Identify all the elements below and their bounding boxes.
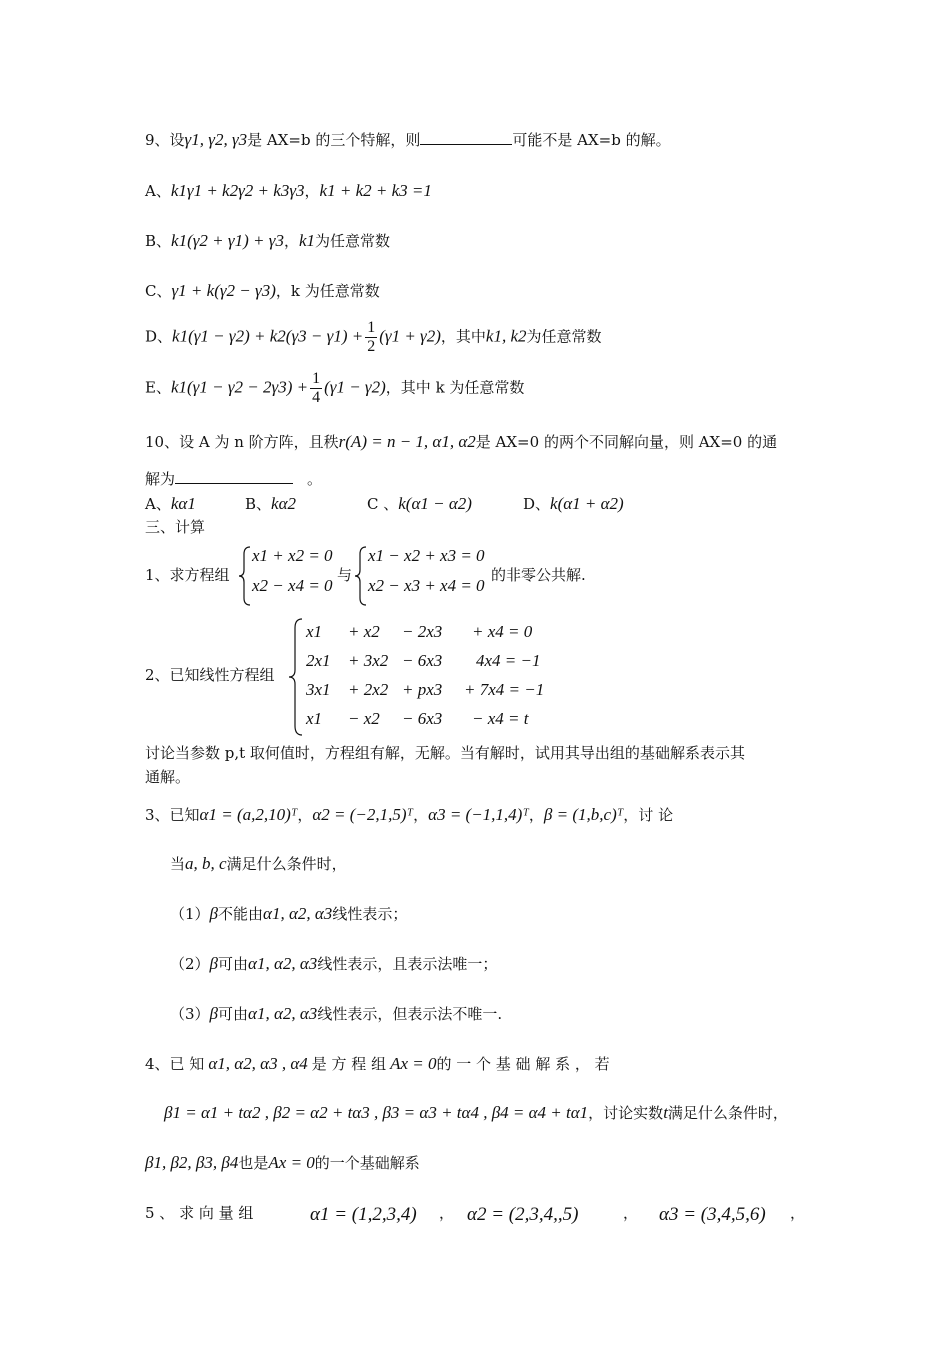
option-expr: γ1 + k(γ2 − γ3): [171, 281, 276, 300]
alphas: α1, α2, α3 , α4: [208, 1054, 308, 1073]
equation: Ax = 0: [390, 1054, 437, 1073]
q10-answer-blank[interactable]: [175, 482, 293, 484]
c2-text-2: 通解。: [145, 768, 191, 786]
beta: β: [209, 1004, 219, 1023]
alpha2: α2 = (2,3,4,,5): [467, 1204, 579, 1225]
c1-suffix: 的非零公共解.: [491, 566, 586, 584]
option-label: B、: [245, 495, 272, 513]
sep: ，: [623, 1204, 639, 1222]
sep: ，: [439, 1204, 455, 1222]
option-cond: ，k 为任意常数: [275, 282, 380, 300]
c4-end: 的 一 个 基 础 解 系 ， 若: [436, 1055, 610, 1073]
c4-line1: [145, 1054, 610, 1074]
c4-mid: 是 方 程 组: [311, 1055, 387, 1073]
q9-prefix: 9、设: [145, 131, 185, 149]
term: x1: [306, 709, 323, 728]
option-expr: k(α1 − α2): [398, 494, 472, 513]
c3-line1: [145, 805, 673, 825]
term: + 2x2: [348, 680, 389, 699]
c2-text-1: 讨论当参数 p,t 取何值时，方程组有解，无解。当有解时，试用其导出组的基础解系表示其: [145, 744, 745, 762]
q10-mid: 是 AX=0 的两个不同解向量，则 AX=0 的通: [475, 433, 778, 451]
fraction: [310, 371, 322, 406]
left-brace-icon: [238, 546, 252, 606]
c4-line3: [145, 1153, 420, 1173]
frac-num: 1: [312, 370, 321, 387]
c3-item-3: [170, 1004, 502, 1024]
c4-line3-text: 也是: [238, 1154, 269, 1172]
term: − 6x3: [402, 709, 443, 728]
option-label: D、: [523, 495, 551, 513]
item-label: （1）: [170, 905, 210, 923]
option-cond: 为任意常数: [315, 232, 391, 250]
c2-system: [306, 622, 566, 738]
option-cond: ，其中: [440, 327, 486, 346]
q10-option-a: [145, 494, 196, 514]
sep: ，: [790, 1204, 806, 1222]
option-cond: ，其中 k 为任意常数: [385, 378, 525, 397]
item-label: （2）: [170, 955, 210, 973]
term: 4x4 = −1: [476, 651, 541, 670]
item-text: 线性表示；: [332, 905, 408, 923]
alpha2: α2 = (−2,1,5)ᵀ: [312, 805, 414, 824]
equation: Ax = 0: [268, 1153, 315, 1172]
equation-row: x1 + x2 = 0: [252, 546, 333, 565]
q9-option-c: [145, 281, 380, 301]
item-label: （3）: [170, 1005, 210, 1023]
option-cond-text: 为任意常数: [526, 327, 602, 346]
option-expr: k1(γ2 + γ1) + γ3: [171, 231, 284, 250]
equation-row: x1 − x2 + x3 = 0: [368, 546, 485, 565]
option-label: C 、: [367, 495, 399, 513]
sep: ，: [413, 806, 429, 824]
q9-stem: [145, 130, 671, 150]
q10-option-b: [245, 494, 296, 514]
c3-prefix: 3、已知: [145, 806, 200, 824]
option-expr: k1(γ1 − γ2) + k2(γ3 − γ1) +: [172, 326, 364, 346]
alpha3: α3 = (3,4,5,6): [659, 1204, 766, 1225]
c3-item-2: [170, 954, 497, 974]
option-label: A、: [145, 495, 171, 513]
option-expr-b: (γ1 − γ2): [324, 377, 386, 397]
beta-defs: β1 = α1 + tα2 , β2 = α2 + tα3 , β3 = α3 + tα4 , β4 = α4 + tα1: [164, 1103, 589, 1122]
term: − x2: [348, 709, 380, 728]
q10-option-c: [367, 494, 472, 514]
q9-option-a: [145, 181, 432, 201]
beta: β: [209, 954, 219, 973]
alpha1: α1 = (1,2,3,4): [310, 1204, 417, 1225]
term: − 6x3: [402, 651, 443, 670]
q10-rank-expr: r(A) = n − 1, α1, α2: [338, 432, 476, 451]
frac-num: 1: [367, 319, 376, 336]
c3-item-1: [170, 904, 407, 924]
option-label: C、: [145, 282, 172, 300]
q10-line2-end: 。: [307, 470, 323, 488]
term: 2x1: [306, 651, 331, 670]
frac-den: 2: [367, 338, 376, 355]
c3-end: ，讨 论: [623, 806, 674, 824]
option-expr: k(α1 + α2): [550, 494, 624, 513]
option-label: A、: [145, 182, 171, 200]
c4-line2-end: 满足什么条件时，: [667, 1104, 788, 1122]
alphas: α1, α2, α3: [248, 954, 318, 973]
q9-answer-blank[interactable]: [420, 143, 512, 145]
term: + 3x2: [348, 651, 389, 670]
equation-row: x2 − x4 = 0: [252, 576, 333, 595]
option-label: B、: [145, 232, 172, 250]
item-text: 可由: [218, 955, 249, 973]
t-var: t: [663, 1103, 668, 1122]
term: + x2: [348, 622, 380, 641]
term: x1: [306, 622, 323, 641]
c3-line2-pre: 当: [170, 855, 186, 873]
option-sep: ，: [283, 232, 299, 250]
q10-line2-text: 解为: [145, 470, 176, 488]
alphas: α1, α2, α3: [248, 1004, 318, 1023]
q9-gammas: γ1, γ2, γ3: [184, 130, 248, 149]
term: − x4 = t: [472, 709, 529, 728]
beta: β: [209, 904, 219, 923]
option-label: D、: [145, 327, 173, 346]
alpha3: α3 = (−1,1,4)ᵀ: [428, 805, 529, 824]
left-brace-icon: [354, 546, 368, 606]
c4-prefix: 4、已 知: [145, 1055, 205, 1073]
c2-prefix: 2、已知线性方程组: [145, 666, 275, 684]
q9-option-d: [145, 320, 602, 355]
option-k: k1: [298, 231, 316, 250]
alpha1: α1 = (a,2,10)ᵀ: [199, 805, 298, 824]
option-label: E、: [145, 378, 171, 397]
section-title: 三、计算: [145, 518, 206, 536]
c1-system-2: [368, 546, 492, 606]
item-text: 线性表示，但表示法不唯一.: [317, 1005, 503, 1023]
term: + px3: [402, 680, 443, 699]
c3-line2-post: 满足什么条件时，: [226, 855, 347, 873]
term: + x4 = 0: [472, 622, 533, 641]
c4-line2: [164, 1103, 788, 1123]
q9-option-b: [145, 231, 390, 251]
sep: ，: [528, 806, 544, 824]
item-text: 不能由: [218, 905, 264, 923]
item-text: 可由: [218, 1005, 249, 1023]
c4-line2-text: ，讨论实数: [588, 1104, 664, 1122]
c3-line2: [170, 854, 347, 874]
c5-prefix: 5 、 求 向 量 组: [145, 1204, 254, 1222]
item-text: 线性表示，且表示法唯一；: [317, 955, 498, 973]
term: − 2x3: [402, 622, 443, 641]
option-expr: kα1: [170, 494, 196, 513]
q10-line2: [145, 470, 322, 488]
option-cond: k1 + k2 + k3 =1: [319, 181, 432, 200]
c4-line3-end: 的一个基础解系: [314, 1154, 420, 1172]
term: + 7x4 = −1: [464, 680, 545, 699]
q9-suffix: 可能不是 AX=b 的解。: [512, 131, 671, 149]
left-brace-icon: [288, 618, 304, 736]
frac-den: 4: [312, 389, 321, 406]
q10-prefix: 10、设 A 为 n 阶方阵，且秩: [145, 433, 339, 451]
option-expr: k1(γ1 − γ2 − 2γ3) +: [170, 377, 309, 397]
equation-row: x2 − x3 + x4 = 0: [368, 576, 485, 595]
term: 3x1: [306, 680, 331, 699]
fraction: [365, 320, 377, 355]
q9-mid: 是 AX=b 的三个特解，则: [247, 131, 421, 149]
beta: β = (1,b,c)ᵀ: [543, 805, 624, 824]
option-k: k1, k2: [485, 326, 527, 346]
q9-option-e: [145, 371, 524, 406]
option-expr: k1γ1 + k2γ2 + k3γ3: [170, 181, 305, 200]
q10-option-d: [523, 494, 624, 514]
c1-and: 与: [337, 566, 353, 584]
option-expr: kα2: [271, 494, 296, 513]
c3-vars: a, b, c: [185, 854, 227, 873]
option-expr-b: (γ1 + γ2): [379, 326, 441, 346]
c1-prefix: 1、求方程组: [145, 566, 230, 584]
alphas: α1, α2, α3: [263, 904, 333, 923]
sep: ，: [297, 806, 313, 824]
option-sep: ，: [304, 182, 320, 200]
q10-stem: [145, 432, 777, 452]
betas: β1, β2, β3, β4: [145, 1153, 239, 1172]
